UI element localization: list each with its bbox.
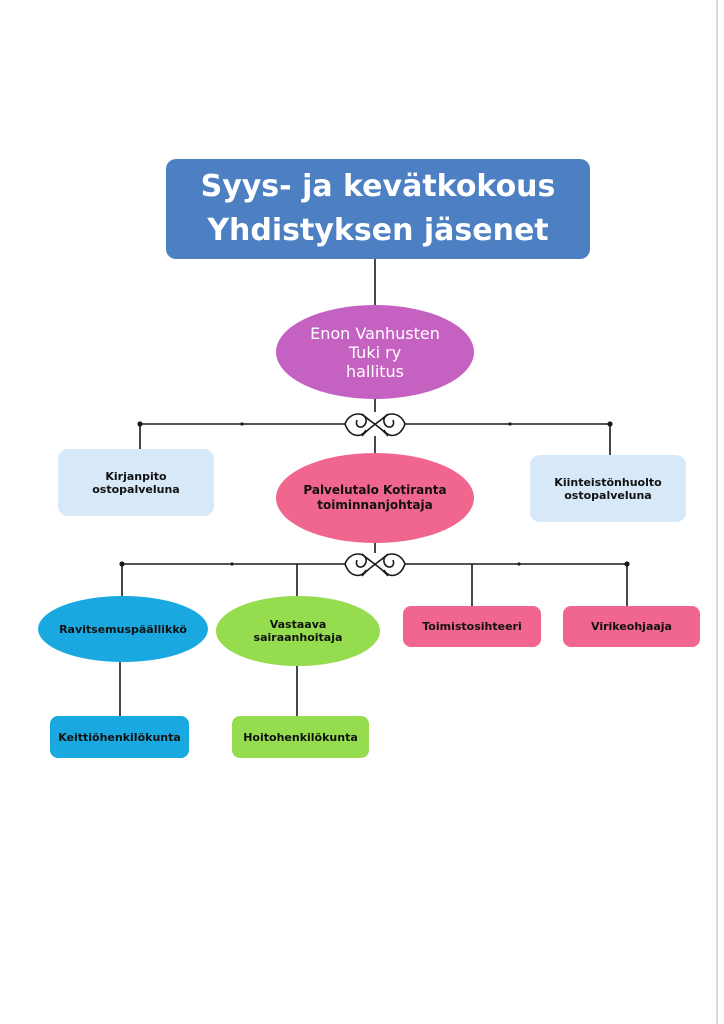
board-line-2: Tuki ry (348, 342, 402, 362)
accounting-node (58, 449, 214, 516)
title-line-2: Yhdistyksen jäsenet (207, 213, 549, 248)
bar-mid-dot (517, 562, 520, 565)
property-line-2: ostopalveluna (564, 488, 652, 502)
property-line-1: Kiinteistönhuolto (554, 475, 662, 489)
flourish-ornament-icon (345, 414, 405, 436)
bar-endpoint-dot (137, 421, 142, 426)
activity-instructor-node (563, 606, 700, 647)
activity-instructor-label: Virikeohjaaja (591, 620, 672, 633)
title-box (166, 159, 590, 259)
scan-edge-line (716, 0, 718, 1024)
flourish-ornament-icon (345, 554, 405, 576)
property-maintenance-node (530, 455, 686, 522)
director-line-1: Palvelutalo Kotiranta (303, 483, 447, 497)
kitchen-staff-label: Keittiöhenkilökunta (58, 730, 181, 744)
board-line-3: hallitus (345, 361, 405, 381)
director-line-2: toiminnanjohtaja (317, 498, 433, 512)
head-nurse-node (216, 596, 380, 666)
bar-endpoint-dot (119, 561, 124, 566)
board-line-1: Enon Vanhusten (310, 323, 440, 343)
head-nurse-line-1: Vastaava (269, 618, 327, 631)
nutrition-manager-label: Ravitsemuspäällikkö (59, 622, 187, 636)
accounting-line-1: Kirjanpito (105, 469, 167, 483)
board-node (276, 305, 474, 399)
title-line-1: Syys- ja kevätkokous (200, 169, 556, 204)
care-staff-node (232, 716, 369, 758)
bar-endpoint-dot (624, 561, 629, 566)
bar-mid-dot (508, 422, 511, 425)
bar-mid-dot (230, 562, 233, 565)
nutrition-manager-node (38, 596, 208, 662)
accounting-line-2: ostopalveluna (92, 482, 180, 496)
bar-endpoint-dot (607, 421, 612, 426)
care-staff-label: Hoitohenkilökunta (243, 730, 358, 744)
head-nurse-line-2: sairaanhoitaja (253, 631, 343, 644)
office-secretary-node (403, 606, 541, 647)
bar-mid-dot (240, 422, 243, 425)
office-secretary-label: Toimistosihteeri (422, 620, 522, 633)
kitchen-staff-node (50, 716, 189, 758)
director-node (276, 453, 474, 543)
